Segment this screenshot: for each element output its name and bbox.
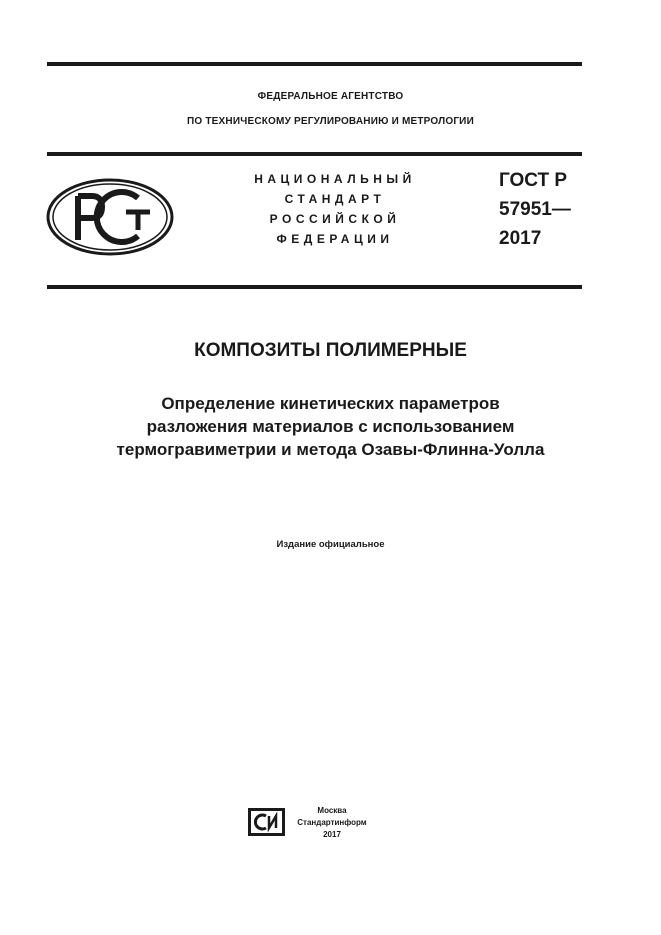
designation-line-1: ГОСТ Р xyxy=(499,170,568,191)
rst-certification-logo xyxy=(46,178,174,256)
subtitle-line-2: разложения материалов с использованием xyxy=(146,417,515,436)
standard-type-line-3: РОССИЙСКОЙ xyxy=(269,212,401,226)
document-title: КОМПОЗИТЫ ПОЛИМЕРНЫЕ xyxy=(194,340,467,361)
agency-line-1: ФЕДЕРАЛЬНОЕ АГЕНТСТВО xyxy=(257,91,404,102)
mid-rule xyxy=(47,285,582,289)
publisher-logo xyxy=(247,807,286,837)
designation-line-2: 57951— xyxy=(499,199,571,220)
edition-label: Издание официальное xyxy=(276,539,385,550)
standard-type-line-2: СТАНДАРТ xyxy=(284,192,386,206)
designation-line-3: 2017 xyxy=(499,228,542,249)
standard-type-line-4: ФЕДЕРАЦИИ xyxy=(276,232,394,246)
publisher-name: Стандартинформ xyxy=(297,818,367,827)
standard-type-line-1: НАЦИОНАЛЬНЫЙ xyxy=(254,172,416,186)
document-subtitle xyxy=(0,392,661,461)
subtitle-line-1: Определение кинетических параметров xyxy=(161,394,500,413)
top-rule xyxy=(47,62,582,66)
publisher-year: 2017 xyxy=(323,830,341,839)
subtitle-line-3: термогравиметрии и метода Озавы-Флинна-Уолла xyxy=(116,440,545,459)
agency-line-2: ПО ТЕХНИЧЕСКОМУ РЕГУЛИРОВАНИЮ И МЕТРОЛОГИИ xyxy=(187,116,474,127)
header-rule xyxy=(47,152,582,156)
publisher-city: Москва xyxy=(317,806,347,815)
